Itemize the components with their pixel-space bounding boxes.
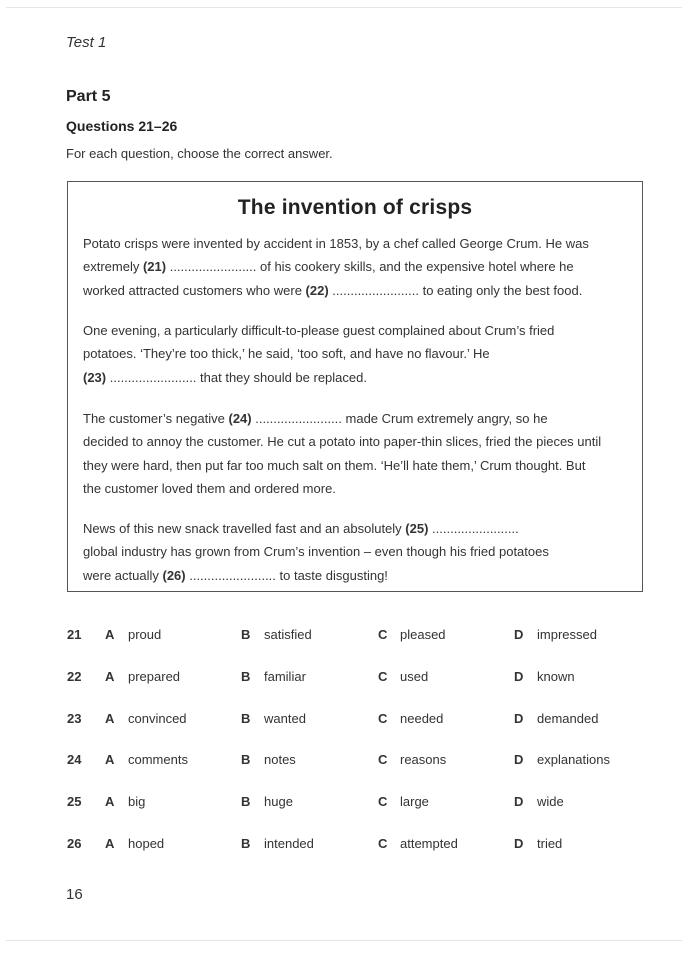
text-line — [83, 564, 632, 587]
question-number: 22 — [67, 668, 82, 684]
text-segment: ........................ made Crum extremely angry, so he — [251, 411, 548, 426]
questions-range: Questions 21–26 — [66, 118, 178, 134]
text-segment: ........................ that they should be replaced. — [106, 369, 367, 385]
option-letter-b: B — [241, 668, 251, 684]
text-segment: The customer’s negative — [83, 411, 229, 426]
text-segment: decided to annoy the customer. He cut a potato into paper-thin slices, fried the pieces until — [83, 434, 602, 450]
option-text-a: proud — [128, 627, 162, 642]
option-letter-c: C — [378, 794, 388, 810]
text-segment: they were hard, then put far too much salt on them. ‘He’ll hate them,’ Crum thought. But — [83, 457, 586, 473]
text-segment: the customer loved them and ordered more. — [83, 480, 336, 496]
text-line — [83, 319, 632, 342]
text-segment: worked attracted customers who were — [83, 282, 306, 298]
text-segment: ........................ of his cookery skills, and the expensive hotel where he — [166, 259, 574, 275]
gap-number: (23) — [83, 369, 107, 385]
option-text-c: used — [400, 668, 429, 684]
option-text-a: comments — [128, 752, 188, 768]
text-line — [83, 407, 632, 430]
option-text-a: big — [128, 794, 146, 810]
option-letter-c: C — [378, 710, 388, 726]
question-row-22 — [0, 669, 688, 689]
option-letter-d: D — [514, 710, 524, 726]
gap-number: (26) — [162, 567, 186, 583]
text-line — [83, 342, 632, 365]
text-line — [83, 454, 632, 477]
text-segment: global industry has grown from Crum’s invention – even though his fried potatoes — [83, 544, 549, 560]
option-letter-a: A — [105, 794, 115, 810]
text-segment: One evening, a particularly difficult-to-please guest complained about Crum’s fried — [83, 323, 555, 338]
question-row-21 — [0, 627, 688, 647]
question-number: 26 — [67, 836, 82, 851]
text-segment: News of this new snack travelled fast and an absolutely — [83, 521, 406, 536]
option-letter-b: B — [241, 627, 251, 642]
option-text-d: demanded — [537, 710, 599, 726]
part-title: Part 5 — [66, 88, 111, 105]
question-row-24 — [0, 752, 688, 772]
option-letter-b: B — [241, 794, 251, 810]
option-text-b: familiar — [264, 668, 306, 684]
option-text-d: known — [537, 668, 575, 684]
option-letter-b: B — [241, 836, 251, 851]
question-number: 23 — [67, 710, 82, 726]
paragraph — [83, 517, 632, 587]
text-segment: extremely — [83, 259, 143, 275]
option-text-b: satisfied — [264, 627, 312, 642]
text-line — [83, 517, 632, 540]
text-segment: were actually — [83, 567, 163, 583]
option-letter-d: D — [514, 836, 524, 851]
option-text-b: intended — [264, 836, 314, 851]
text-segment: ........................ to eating only the best food. — [328, 282, 583, 298]
option-letter-d: D — [514, 627, 524, 642]
option-text-a: prepared — [128, 668, 181, 684]
option-text-c: needed — [400, 710, 444, 726]
test-label: Test 1 — [66, 34, 107, 51]
option-letter-d: D — [514, 668, 524, 684]
question-number: 21 — [67, 627, 82, 642]
text-line — [83, 366, 632, 389]
gap-number: (25) — [405, 521, 429, 536]
question-row-26 — [0, 836, 688, 856]
text-line — [83, 540, 632, 563]
text-segment: Potato crisps were invented by accident in 1853, by a chef called George Crum. He was — [83, 236, 589, 251]
text-line — [83, 232, 632, 255]
paragraph — [83, 407, 632, 500]
option-text-c: attempted — [400, 836, 458, 851]
instruction-text: For each question, choose the correct answer. — [66, 146, 333, 161]
option-text-d: tried — [537, 836, 563, 851]
option-letter-d: D — [514, 752, 524, 768]
option-letter-a: A — [105, 836, 115, 851]
reading-title: The invention of crisps — [237, 196, 473, 219]
gap-number: (22) — [305, 282, 329, 298]
option-text-a: hoped — [128, 836, 165, 851]
option-letter-a: A — [105, 710, 115, 726]
gap-number: (24) — [228, 411, 252, 426]
option-letter-b: B — [241, 752, 251, 768]
top-divider — [6, 7, 682, 8]
question-row-23 — [0, 711, 688, 731]
paragraph — [83, 319, 632, 389]
option-text-b: wanted — [264, 710, 306, 726]
bottom-divider — [6, 940, 682, 941]
text-line — [83, 279, 632, 302]
text-segment: ........................ — [428, 521, 519, 536]
option-letter-b: B — [241, 710, 251, 726]
option-letter-a: A — [105, 668, 115, 684]
question-row-25 — [0, 794, 688, 814]
option-text-d: impressed — [537, 627, 597, 642]
option-letter-c: C — [378, 668, 388, 684]
option-text-b: huge — [264, 794, 293, 810]
option-text-b: notes — [264, 752, 296, 768]
text-segment: potatoes. ‘They’re too thick,’ he said, ‘too soft, and have no flavour.’ He — [83, 346, 490, 362]
option-letter-a: A — [105, 752, 115, 768]
text-segment: ........................ to taste disgusting! — [185, 567, 388, 583]
option-text-a: convinced — [128, 710, 187, 726]
option-letter-d: D — [514, 794, 524, 810]
question-number: 24 — [67, 752, 82, 768]
reading-text-box — [67, 181, 643, 592]
page-number: 16 — [66, 886, 83, 903]
option-letter-c: C — [378, 836, 388, 851]
option-letter-c: C — [378, 627, 388, 642]
text-line — [83, 477, 632, 500]
option-letter-a: A — [105, 627, 115, 642]
text-line — [83, 255, 632, 278]
option-text-d: wide — [537, 794, 564, 810]
question-number: 25 — [67, 794, 82, 810]
paragraph — [83, 232, 632, 302]
gap-number: (21) — [142, 259, 167, 275]
option-letter-c: C — [378, 752, 388, 768]
option-text-c: reasons — [400, 752, 447, 768]
option-text-c: pleased — [400, 627, 446, 642]
text-line — [83, 430, 632, 453]
option-text-d: explanations — [537, 752, 610, 768]
option-text-c: large — [400, 794, 429, 810]
